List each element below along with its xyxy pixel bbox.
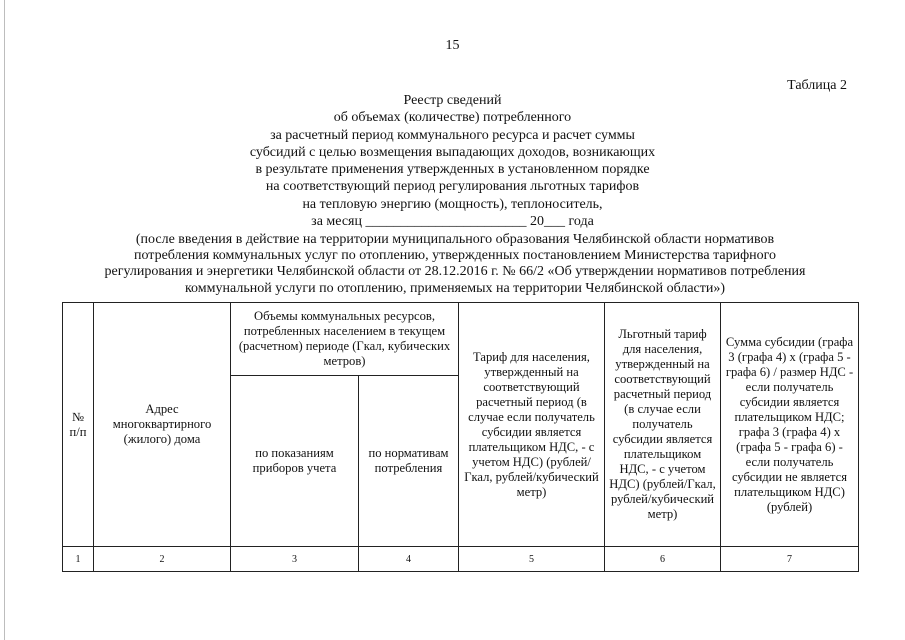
page-number: 15 — [445, 38, 460, 53]
header-subsidy-amount: Сумма субсидии (графа 3 (графа 4) х (графа 5 - графа 6) / размер НДС - если получатель субсидии является плательщиком НДС; графа 3 (графа 4) х (графа 5 - графа 6) - если получатель субсидии не является плательщиком НДС) (рублей) — [721, 303, 859, 547]
column-number: 2 — [94, 547, 231, 572]
column-number: 7 — [721, 547, 859, 572]
table-label: Таблица 2 — [787, 78, 847, 93]
registry-table — [62, 302, 859, 572]
title-line: об объемах (количестве) потребленного — [333, 110, 572, 126]
legal-note — [52, 232, 858, 297]
title-line: на соответствующий период регулирования льготных тарифов — [265, 179, 640, 195]
title-line: за месяц _______________________ 20___ года — [311, 214, 594, 230]
header-volumes-group: Объемы коммунальных ресурсов, потребленных населением в текущем (расчетном) периоде (Гкал, кубических метров) — [231, 303, 459, 376]
title-line: на тепловую энергию (мощность), теплоноситель, — [302, 196, 603, 212]
note-line: регулирования и энергетики Челябинской области от 28.12.2016 г. № 66/2 «Об утверждении нормативов потребления — [104, 264, 806, 280]
column-number: 3 — [231, 547, 359, 572]
title-line: в результате применения утвержденных в установленном порядке — [255, 162, 650, 178]
column-number: 6 — [605, 547, 721, 572]
header-by-norms: по нормативам потребления — [359, 376, 459, 547]
header-address: Адрес многоквартирного (жилого) дома — [94, 303, 231, 547]
note-line: (после введения в действие на территории муниципального образования Челябинской области нормативов — [135, 232, 775, 247]
note-line: коммунальной услуги по отоплению, применяемых на территории Челябинской области») — [184, 280, 726, 296]
column-number-row — [63, 547, 859, 572]
header-number: № п/п — [63, 303, 94, 547]
title-line: субсидий с целью возмещения выпадающих доходов, возникающих — [249, 144, 656, 160]
header-row — [63, 303, 859, 376]
title-line: Реестр сведений — [403, 93, 502, 108]
column-number: 4 — [359, 547, 459, 572]
column-number: 1 — [63, 547, 94, 572]
header-by-meters: по показаниям приборов учета — [231, 376, 359, 547]
column-number: 5 — [459, 547, 605, 572]
page-left-edge — [4, 0, 5, 640]
title-line: за расчетный период коммунального ресурса и расчет суммы — [270, 127, 635, 143]
header-tariff: Тариф для населения, утвержденный на соответствующий расчетный период (в случае если получатель субсидии является плательщиком НДС, - с учетом НДС) (рублей/Гкал, рублей/кубический метр) — [459, 303, 605, 547]
document-title — [200, 92, 705, 230]
header-preferential-tariff: Льготный тариф для населения, утвержденный на соответствующий расчетный период (в случае если получатель субсидии является плательщиком НДС, - с учетом НДС) (рублей/Гкал, рублей/кубический метр) — [605, 303, 721, 547]
note-line: потребления коммунальных услуг по отоплению, утвержденных постановлением Министерства тарифного — [133, 248, 777, 264]
